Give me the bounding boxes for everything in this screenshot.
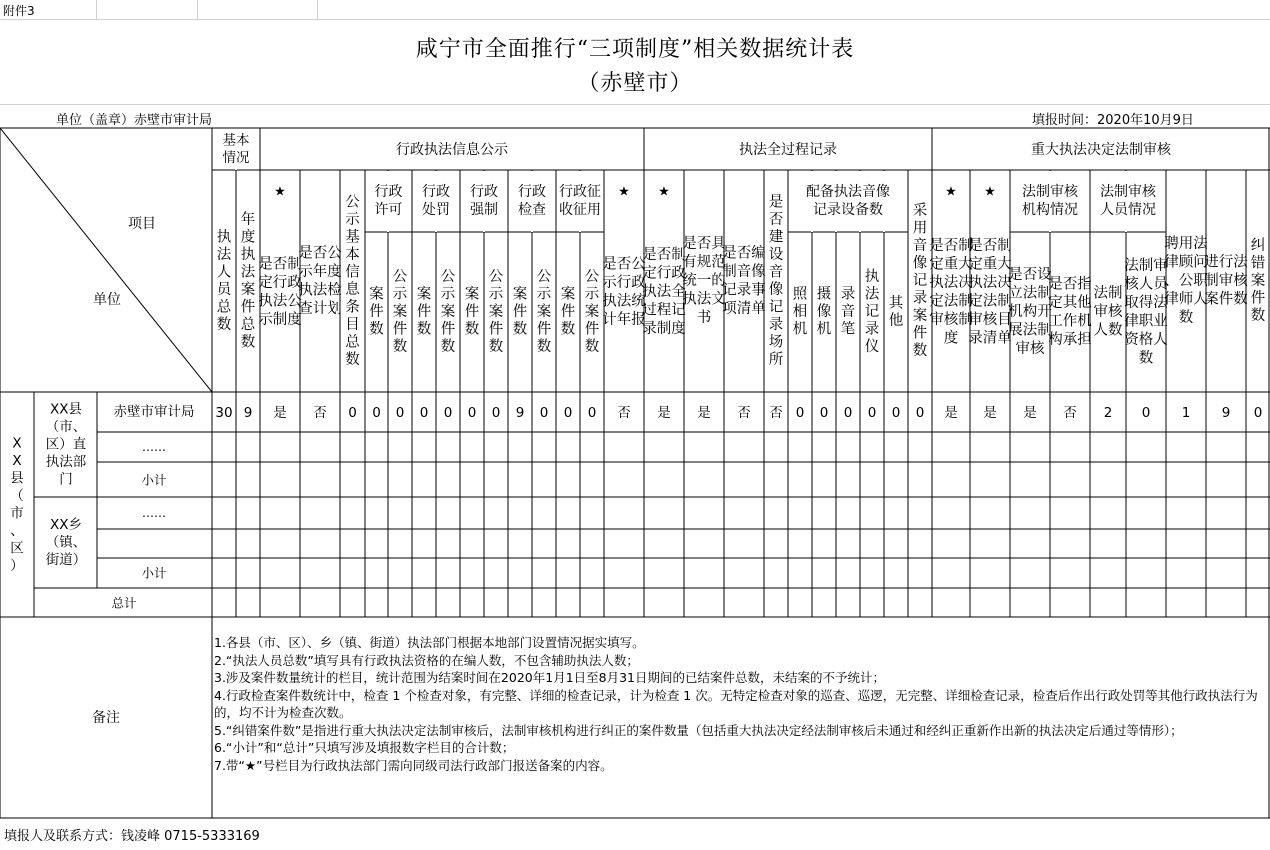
column-header: 聘用法 xyxy=(1164,236,1208,252)
header-char: 件 xyxy=(584,321,600,338)
header-char: 公 xyxy=(536,269,552,285)
note-item: 7.带“★”号栏目为行政执法部门需向同级司法行政部门报送备案的内容。 xyxy=(214,757,613,773)
header-char: 数 xyxy=(369,321,384,338)
header-char: 记 xyxy=(912,273,928,289)
header-char: 件 xyxy=(464,304,480,320)
row-group-direct: 门 xyxy=(59,471,73,488)
header-char: 案 xyxy=(464,286,480,303)
header-char: 信 xyxy=(345,264,360,281)
audit-row-value: 0 xyxy=(419,405,429,421)
column-header: 示行政 xyxy=(602,274,646,291)
row-group-county: X xyxy=(12,452,22,469)
column-header: 案件数 xyxy=(1204,291,1248,308)
column-header: 数 xyxy=(1138,350,1154,367)
column-header xyxy=(817,286,832,338)
column-header: 构承担 xyxy=(1048,331,1092,348)
header-char: 录 xyxy=(768,316,784,333)
column-header xyxy=(241,210,256,351)
note-item: 6.“小计”和“总计”只填写涉及填报数字栏目的合计数； xyxy=(214,740,515,755)
header-char: 数 xyxy=(560,321,576,338)
column-header: 取得法 xyxy=(1124,294,1168,311)
subgroup-header: 行政 xyxy=(470,184,498,200)
audit-row-value: 0 xyxy=(915,405,925,421)
audit-row-value: 1 xyxy=(1181,405,1191,421)
row-label-subtotal: 小计 xyxy=(141,565,167,581)
column-header: 执法决 xyxy=(968,274,1012,291)
header-char: 记 xyxy=(768,299,784,316)
audit-row-value: 否 xyxy=(737,405,751,421)
header-char: 件 xyxy=(440,321,456,338)
header-char: 数 xyxy=(912,343,928,359)
column-header: 律职业 xyxy=(1124,313,1168,330)
group-header: 执法全过程记录 xyxy=(739,142,837,158)
column-header: 定法制 xyxy=(968,293,1012,310)
column-header: 执法文 xyxy=(682,291,726,308)
audit-row-value: 否 xyxy=(1063,405,1077,421)
subgroup-header: 法制审核 xyxy=(1100,184,1156,200)
reporter-contact: 填报人及联系方式：钱凌峰 0715-5333169 xyxy=(4,829,260,844)
column-header: 核人员 xyxy=(1124,276,1168,293)
header-char: 件 xyxy=(1250,290,1266,307)
row-group-direct: 执法部 xyxy=(45,454,87,470)
header-char: 场 xyxy=(768,334,784,351)
row-group-direct: 区）直 xyxy=(45,436,87,453)
header-char: 数 xyxy=(536,339,552,355)
header-char: 案 xyxy=(369,286,384,303)
column-header: 法制 xyxy=(1093,285,1123,302)
header-char: 采 xyxy=(912,203,928,219)
column-header xyxy=(441,269,456,355)
subgroup-header: 配备执法音像 xyxy=(806,184,890,200)
subgroup-header: 收征用 xyxy=(559,202,601,218)
column-header xyxy=(841,286,856,338)
column-header: 、公职 xyxy=(1164,273,1208,289)
subgroup-header: 处罚 xyxy=(422,202,450,218)
header-char: 纠 xyxy=(1250,238,1266,254)
header-char: 录 xyxy=(864,321,880,338)
header-char: 数 xyxy=(345,351,360,368)
header-char: 件 xyxy=(416,304,432,320)
column-header: 审核目 xyxy=(968,311,1012,328)
header-char: 总 xyxy=(345,334,360,351)
header-char: 法 xyxy=(864,286,880,303)
header-char: 他 xyxy=(888,312,904,329)
header-char: 数 xyxy=(216,316,232,333)
column-header: 执法全 xyxy=(642,284,686,300)
audit-row-value: 0 xyxy=(467,405,477,421)
diagonal-line xyxy=(0,128,212,392)
audit-row-value: 是 xyxy=(944,405,958,421)
header-char: 像 xyxy=(912,255,928,272)
column-header: 录制度 xyxy=(642,321,686,337)
notes-label: 备注 xyxy=(92,710,120,726)
subgroup-header: 行政征 xyxy=(559,184,601,200)
note-item: 5.“纠错案件数”是指进行重大执法决定法制审核后，法制审核机构进行纠正的案件数量（包括重大执法决定经法制审核后未通过和经纠正重新作出新的执法决定后通过等情形）； xyxy=(214,722,1183,738)
note-item: 2.“执法人员总数”填写具有行政执法资格的在编人数，不包含辅助执法人数； xyxy=(214,652,639,668)
header-char: 基 xyxy=(345,229,360,246)
column-header: 书 xyxy=(696,310,712,326)
header-char: 示 xyxy=(536,286,552,303)
column-header: 展法制 xyxy=(1008,322,1052,339)
column-header xyxy=(393,269,408,355)
column-header xyxy=(769,193,784,368)
unit-label: 单位（盖章）赤壁市审计局 xyxy=(56,113,213,128)
subgroup-header: 许可 xyxy=(374,202,403,218)
header-char: 摄 xyxy=(816,286,832,303)
column-header: 过程记 xyxy=(642,302,686,319)
column-header: 工作机 xyxy=(1048,313,1092,330)
merge-mask xyxy=(883,171,885,232)
audit-row-value: 2 xyxy=(1103,405,1113,421)
header-char: 案 xyxy=(416,286,432,303)
header-char: 息 xyxy=(345,281,360,298)
column-header: 执法决 xyxy=(929,274,973,291)
header-char: 件 xyxy=(512,304,528,320)
header-char: 案 xyxy=(584,304,600,320)
header-char: 人 xyxy=(216,264,232,281)
column-header xyxy=(793,286,808,338)
subgroup-header: 强制 xyxy=(470,202,498,218)
corner-unit-label: 单位 xyxy=(93,292,121,308)
header-char: 示 xyxy=(584,286,600,303)
header-char: 所 xyxy=(768,351,784,368)
audit-row-value: 0 xyxy=(587,405,597,421)
column-header: 执法检 xyxy=(298,282,342,299)
header-char: 案 xyxy=(560,286,576,303)
row-group-county: 、 xyxy=(10,522,24,539)
header-char: 案 xyxy=(440,304,456,320)
header-char: 照 xyxy=(792,286,808,303)
audit-row-value: 是 xyxy=(697,405,711,421)
header-char: 数 xyxy=(464,321,480,338)
audit-row-value: 0 xyxy=(843,405,853,421)
header-char: 案 xyxy=(488,304,504,320)
audit-row-value: 是 xyxy=(273,405,287,421)
header-char: 记 xyxy=(864,304,880,320)
header-char: 相 xyxy=(792,304,808,320)
column-header: 审核 xyxy=(1093,304,1123,320)
header-char: 案 xyxy=(512,286,528,303)
header-char: 员 xyxy=(216,281,232,298)
star-mark: ★ xyxy=(945,184,957,200)
audit-row-value: 0 xyxy=(1141,405,1151,421)
subgroup-header: 行政 xyxy=(518,184,546,200)
attachment-label: 附件3 xyxy=(3,4,35,18)
star-mark: ★ xyxy=(274,184,286,200)
column-header: 审核制 xyxy=(929,311,973,328)
header-char: 条 xyxy=(345,299,360,316)
group-header: 情况 xyxy=(222,149,250,166)
column-header: 项清单 xyxy=(722,300,766,317)
corner-item-label: 项目 xyxy=(128,216,156,232)
column-header: 资格人 xyxy=(1124,331,1168,348)
row-label-subtotal: 小计 xyxy=(141,472,167,488)
audit-row-value: 是 xyxy=(1023,405,1037,421)
header-char: 公 xyxy=(488,269,504,285)
audit-row-value: 0 xyxy=(395,405,405,421)
column-header: 审核 xyxy=(1015,341,1045,357)
column-header: 示年度 xyxy=(298,263,342,280)
header-char: 案 xyxy=(1250,273,1266,289)
header-char: 总 xyxy=(240,316,256,333)
row-label-audit: 赤壁市审计局 xyxy=(113,404,195,420)
header-char: 是 xyxy=(768,194,784,211)
column-header: 是否设 xyxy=(1008,267,1052,283)
column-header: 度 xyxy=(943,330,959,347)
audit-row-value: 0 xyxy=(372,405,381,421)
row-group-county: 区 xyxy=(10,540,24,557)
column-header: 机构开 xyxy=(1008,304,1052,320)
header-char: 用 xyxy=(912,220,928,237)
column-header xyxy=(913,202,928,359)
header-char: 示 xyxy=(440,286,456,303)
row-group-county: 县 xyxy=(10,470,24,487)
column-header xyxy=(537,269,552,355)
header-char: 案 xyxy=(392,304,408,320)
column-header: 是否制 xyxy=(258,256,302,273)
header-char: 数 xyxy=(440,339,456,355)
column-header xyxy=(369,286,384,338)
column-header: 人数 xyxy=(1093,322,1123,339)
header-char: 建 xyxy=(768,229,784,246)
header-char: 件 xyxy=(536,321,552,338)
column-header xyxy=(345,194,360,368)
header-char: 像 xyxy=(816,304,832,320)
header-char: 公 xyxy=(345,194,360,211)
audit-row-value: 0 xyxy=(443,405,453,421)
row-group-town: 街道） xyxy=(45,552,87,568)
subgroup-header: 行政 xyxy=(374,184,403,200)
column-header: 法制审 xyxy=(1124,257,1168,274)
column-header: 执法统 xyxy=(602,293,646,310)
header-char: 公 xyxy=(392,269,408,285)
header-char: 法 xyxy=(216,246,232,263)
header-char: 像 xyxy=(768,281,784,298)
column-header: 是否公 xyxy=(298,245,342,262)
header-char: 案 xyxy=(912,308,928,324)
header-char: 设 xyxy=(768,246,784,263)
column-header: 数 xyxy=(1178,310,1194,326)
header-char: 公 xyxy=(440,269,456,285)
header-char: 公 xyxy=(584,269,600,285)
header-char: 其 xyxy=(888,295,904,312)
column-header: 有规范 xyxy=(682,254,726,271)
subgroup-header: 人员情况 xyxy=(1100,202,1156,218)
audit-row-value: 0 xyxy=(891,405,901,421)
column-header: 定行政 xyxy=(642,265,686,282)
subgroup-header: 法制审核 xyxy=(1022,184,1078,200)
header-char: 机 xyxy=(792,321,808,338)
column-header: 定法制 xyxy=(929,293,973,310)
audit-row-value: 0 xyxy=(1253,405,1263,421)
header-char: 度 xyxy=(240,229,256,246)
header-char: 数 xyxy=(240,334,256,351)
column-header: 律顾问 xyxy=(1164,254,1208,271)
column-header xyxy=(889,294,905,329)
column-header: 立法制 xyxy=(1008,285,1052,302)
row-group-direct: （市、 xyxy=(45,419,87,435)
row-group-county: ） xyxy=(10,557,24,574)
row-label-total: 总计 xyxy=(111,595,137,611)
row-group-county: X xyxy=(12,435,22,452)
column-header: 是否指 xyxy=(1048,276,1092,293)
star-mark: ★ xyxy=(658,184,670,200)
header-char: 件 xyxy=(912,325,928,342)
column-header: 是否公 xyxy=(602,256,646,273)
header-char: 目 xyxy=(345,316,360,333)
row-label-ellipsis: …… xyxy=(142,506,166,520)
header-char: 案 xyxy=(536,304,552,320)
audit-row-value: 9 xyxy=(1221,405,1231,421)
column-header: 计年报 xyxy=(602,311,646,328)
audit-row-value: 9 xyxy=(243,405,253,421)
header-char: 数 xyxy=(512,321,528,338)
header-char: 总 xyxy=(216,299,232,316)
page-title: 咸宁市全面推行“三项制度”相关数据统计表 xyxy=(415,37,855,62)
fill-time: 填报时间：2020年10月9日 xyxy=(1032,113,1194,128)
header-char: 数 xyxy=(488,339,504,355)
header-char: 执 xyxy=(216,229,232,246)
row-label-ellipsis: …… xyxy=(142,440,166,454)
header-char: 错 xyxy=(1250,255,1266,272)
column-header xyxy=(417,286,432,338)
audit-row-value: 9 xyxy=(515,405,525,421)
header-char: 案 xyxy=(240,281,256,298)
header-char: 数 xyxy=(392,339,408,355)
column-header xyxy=(489,269,504,355)
audit-row-value: 0 xyxy=(795,405,805,421)
audit-row-value: 否 xyxy=(313,405,327,421)
column-header: 是否制 xyxy=(929,237,973,254)
header-char: 数 xyxy=(1250,308,1266,324)
header-char: 示 xyxy=(345,211,360,228)
column-header xyxy=(561,286,576,338)
star-mark: ★ xyxy=(618,184,630,200)
header-char: 执 xyxy=(864,269,880,285)
header-char: 执 xyxy=(240,246,256,263)
column-header: 记录事 xyxy=(722,282,766,299)
audit-row-value: 30 xyxy=(215,405,233,421)
header-char: 仪 xyxy=(864,339,880,355)
star-mark: ★ xyxy=(984,184,996,200)
column-header xyxy=(513,286,528,338)
note-item: 1.各县（市、区）、乡（镇、街道）执法部门根据本地部门设置情况据实填写。 xyxy=(214,635,645,650)
column-header: 是否制 xyxy=(968,237,1012,254)
header-char: 否 xyxy=(768,211,784,228)
audit-row-value: 否 xyxy=(617,405,631,421)
header-char: 笔 xyxy=(840,321,856,338)
column-header: 是否制 xyxy=(642,247,686,263)
header-char: 数 xyxy=(416,321,432,338)
column-header: 进行法 xyxy=(1204,254,1248,271)
column-header: 查计划 xyxy=(298,300,342,317)
note-item: 3.涉及案件数量统计的栏目，统计范围为结案时间在2020年1月1日至8月31日期间的已结案件总数，未结案的不予统计； xyxy=(214,670,886,685)
header-char: 录 xyxy=(840,286,856,303)
column-header xyxy=(1251,237,1266,324)
note-item: 4.行政检查案件数统计中，检查 1 个检查对象，有完整、详细的检查记录，计为检查 1 次。无特定检查对象的巡查、巡逻，无完整、详细检查记录，检查后作出行政处罚等其他行政执法行为的，均不计为检查次数。 xyxy=(214,687,1258,720)
header-char: 件 xyxy=(369,304,384,320)
column-header: 定行政 xyxy=(258,274,302,291)
audit-row-value: 0 xyxy=(491,405,501,421)
column-header: 统一的 xyxy=(682,273,726,289)
column-header: 执法公 xyxy=(258,293,302,310)
column-header: 律师人 xyxy=(1164,291,1208,308)
row-group-town: XX乡 xyxy=(50,517,82,533)
header-char: 机 xyxy=(816,321,832,338)
audit-row-value: 0 xyxy=(819,405,829,421)
column-header: 是否编 xyxy=(722,245,766,262)
header-char: 年 xyxy=(240,211,256,228)
group-header: 重大执法决定法制审核 xyxy=(1031,142,1171,158)
header-char: 法 xyxy=(240,264,256,281)
audit-row-value: 0 xyxy=(867,405,877,421)
subgroup-header: 检查 xyxy=(518,202,546,218)
column-header xyxy=(865,268,880,355)
audit-row-value: 0 xyxy=(563,405,573,421)
header-char: 音 xyxy=(768,264,784,281)
column-header xyxy=(465,286,480,338)
header-char: 件 xyxy=(240,299,256,316)
column-header: 制审核 xyxy=(1204,273,1248,289)
column-header: 定其他 xyxy=(1048,294,1092,311)
notes-list xyxy=(214,634,1268,774)
subgroup-header: 行政 xyxy=(422,184,450,200)
header-char: 件 xyxy=(488,321,504,338)
row-group-town: （镇、 xyxy=(45,534,87,551)
header-char: 数 xyxy=(584,339,600,355)
header-char: 件 xyxy=(392,321,408,338)
column-header: 录清单 xyxy=(968,330,1012,347)
audit-row-value: 是 xyxy=(983,405,997,421)
column-header: 定重大 xyxy=(968,256,1012,273)
row-group-county: （ xyxy=(10,487,24,504)
column-header: 制音像 xyxy=(722,263,766,280)
row-group-direct: XX县 xyxy=(50,401,82,418)
group-header: 基本 xyxy=(222,132,250,149)
header-char: 件 xyxy=(560,304,576,320)
header-char: 示 xyxy=(392,286,408,303)
column-header xyxy=(585,269,600,355)
subgroup-header: 机构情况 xyxy=(1022,202,1078,218)
header-char: 本 xyxy=(345,246,360,263)
header-char: 示 xyxy=(488,286,504,303)
row-group-county: 市 xyxy=(10,505,24,522)
column-header: 定重大 xyxy=(929,256,973,273)
audit-row-value: 0 xyxy=(539,405,549,421)
column-header: 是否具 xyxy=(682,236,726,252)
subgroup-header: 记录设备数 xyxy=(813,202,883,218)
column-header xyxy=(217,228,233,333)
group-header: 行政执法信息公示 xyxy=(396,142,508,158)
audit-row-value: 是 xyxy=(657,405,671,421)
page-subtitle: （赤壁市） xyxy=(577,71,693,96)
audit-row-value: 0 xyxy=(348,405,357,421)
header-char: 音 xyxy=(912,238,928,254)
header-char: 录 xyxy=(912,290,928,307)
column-header: 示制度 xyxy=(258,311,302,328)
audit-row-value: 否 xyxy=(769,405,783,421)
header-char: 音 xyxy=(840,304,856,320)
